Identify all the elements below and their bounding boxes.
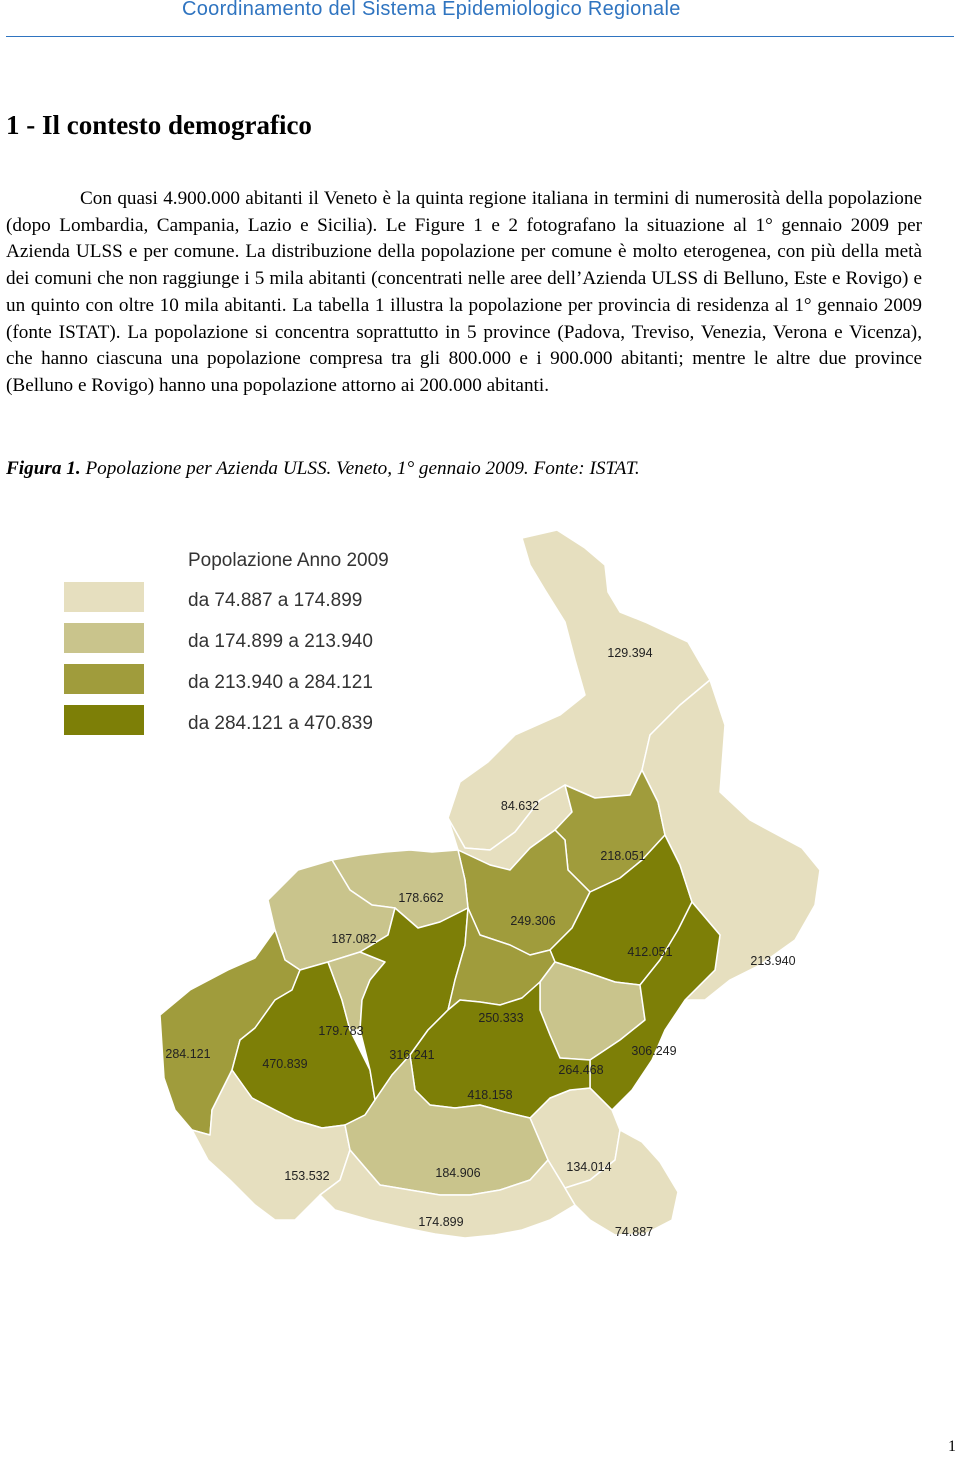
- running-header-title: Coordinamento del Sistema Epidemiologico Regionale: [182, 0, 681, 20]
- figure-caption: [6, 458, 640, 480]
- legend-swatch-2: [64, 623, 144, 653]
- region-value-label: 264.468: [558, 1063, 604, 1077]
- region-value-label: 316.241: [389, 1048, 435, 1062]
- legend-title: Popolazione Anno 2009: [188, 550, 389, 571]
- region-value-label: 306.249: [631, 1044, 677, 1058]
- running-header: [0, 0, 960, 40]
- region-value-label: 470.839: [262, 1057, 308, 1071]
- region-value-label: 129.394: [607, 646, 653, 660]
- region-value-label: 218.051: [600, 849, 646, 863]
- legend-label-2: da 174.899 a 213.940: [188, 631, 373, 652]
- map-svg: [60, 530, 940, 1240]
- region-value-label: 418.158: [467, 1088, 513, 1102]
- legend-swatch-1: [64, 582, 144, 612]
- region-value-label: 213.940: [750, 954, 796, 968]
- region-value-label: 250.333: [478, 1011, 524, 1025]
- region-value-label: 178.662: [398, 891, 444, 905]
- region-value-label: 187.082: [331, 932, 377, 946]
- map-legend: [64, 550, 389, 735]
- legend-label-4: da 284.121 a 470.839: [188, 713, 373, 734]
- legend-swatch-4: [64, 705, 144, 735]
- header-rule: [6, 36, 954, 37]
- region-value-label: 174.899: [418, 1215, 464, 1229]
- region-value-label: 412.051: [627, 945, 673, 959]
- ulss-population-map: [60, 530, 940, 1240]
- region-value-label: 153.532: [284, 1169, 330, 1183]
- region-value-label: 284.121: [165, 1047, 211, 1061]
- legend-label-1: da 74.887 a 174.899: [188, 590, 363, 611]
- region-value-label: 249.306: [510, 914, 556, 928]
- region-value-label: 84.632: [500, 799, 540, 813]
- region-value-label: 179.783: [318, 1024, 364, 1038]
- page-number: 1: [948, 1438, 956, 1455]
- body-paragraph: Con quasi 4.900.000 abitanti il Veneto è la quinta regione italiana in termini di numerosità della popolazione (dopo Lombardia, Campania, Lazio e Sicilia). Le Figure 1 e 2 fotografano la situazione al 1° gennaio 2009 per Azienda ULSS e per comune. La distribuzione della popolazione per comune è molto eterogenea, con più della metà dei comuni che non raggiunge i 5 mila abitanti (concentrati nelle aree dell’Azienda ULSS di Belluno, Este e Rovigo) e un quinto con oltre 10 mila abitanti. La tabella 1 illustra la popolazione per provincia di residenza al 1° gennaio 2009 (fonte ISTAT). La popolazione si concentra soprattutto in 5 province (Padova, Treviso, Venezia, Verona e Vicenza), che hanno ciascuna una popolazione compresa tra gli 800.000 e i 900.000 abitanti; mentre le altre due province (Belluno e Rovigo) hanno una popolazione attorno ai 200.000 abitanti.: [6, 188, 922, 396]
- region-value-label: 184.906: [435, 1166, 481, 1180]
- region-value-label: 74.887: [614, 1225, 654, 1239]
- figure-description: Popolazione per Azienda ULSS. Veneto, 1° gennaio 2009. Fonte: ISTAT.: [85, 458, 640, 479]
- region-value-label: 134.014: [566, 1160, 612, 1174]
- legend-label-3: da 213.940 a 284.121: [188, 672, 373, 693]
- section-title: 1 - Il contesto demografico: [6, 110, 312, 140]
- legend-swatch-3: [64, 664, 144, 694]
- figure-label: Figura 1.: [6, 458, 81, 479]
